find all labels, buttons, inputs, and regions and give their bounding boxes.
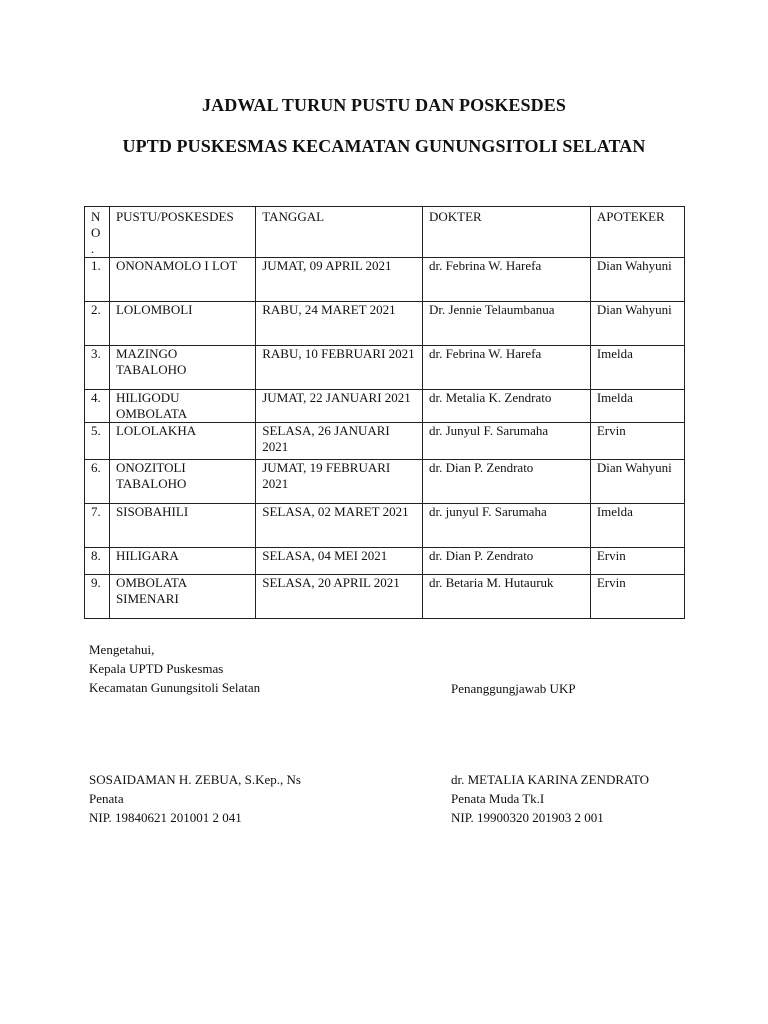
cell-tanggal: RABU, 24 MARET 2021	[256, 302, 423, 346]
cell-apoteker: Ervin	[590, 548, 684, 575]
cell-dokter: dr. Betaria M. Hutauruk	[422, 575, 590, 619]
cell-no: 8.	[85, 548, 110, 575]
cell-dokter: dr. Dian P. Zendrato	[422, 460, 590, 504]
table-row	[85, 548, 685, 575]
cell-apoteker: Imelda	[590, 504, 684, 548]
signature-left-heading	[89, 640, 260, 697]
cell-apoteker: Dian Wahyuni	[590, 460, 684, 504]
cell-apoteker: Imelda	[590, 390, 684, 423]
schedule-table	[84, 206, 685, 619]
acknowledgement-label: Mengetahui,	[89, 642, 155, 657]
cell-tanggal: JUMAT, 22 JANUARI 2021	[256, 390, 423, 423]
cell-pustu: SISOBAHILI	[109, 504, 255, 548]
cell-no: 5.	[85, 423, 110, 460]
left-signatory-nip: NIP. 19840621 201001 2 041	[89, 810, 242, 825]
cell-dokter: dr. Dian P. Zendrato	[422, 548, 590, 575]
cell-apoteker: Ervin	[590, 423, 684, 460]
cell-dokter: dr. Febrina W. Harefa	[422, 258, 590, 302]
cell-pustu: ONOZITOLI TABALOHO	[109, 460, 255, 504]
table-row	[85, 390, 685, 423]
document-title: JADWAL TURUN PUSTU DAN POSKESDES	[202, 95, 566, 115]
cell-pustu: MAZINGO TABALOHO	[109, 346, 255, 390]
right-signatory-rank: Penata Muda Tk.I	[451, 791, 545, 806]
cell-tanggal: RABU, 10 FEBRUARI 2021	[256, 346, 423, 390]
table-row	[85, 346, 685, 390]
cell-dokter: dr. Junyul F. Sarumaha	[422, 423, 590, 460]
cell-pustu: LOLOMBOLI	[109, 302, 255, 346]
left-signatory-name: SOSAIDAMAN H. ZEBUA, S.Kep., Ns	[89, 772, 301, 787]
table-row	[85, 460, 685, 504]
cell-tanggal: SELASA, 26 JANUARI 2021	[256, 423, 423, 460]
header-apoteker: APOTEKER	[590, 207, 684, 258]
left-position-line2: Kecamatan Gunungsitoli Selatan	[89, 680, 261, 695]
header-dokter: DOKTER	[422, 207, 590, 258]
cell-apoteker: Imelda	[590, 346, 684, 390]
cell-tanggal: SELASA, 04 MEI 2021	[256, 548, 423, 575]
cell-dokter: dr. Febrina W. Harefa	[422, 346, 590, 390]
cell-tanggal: SELASA, 20 APRIL 2021	[256, 575, 423, 619]
cell-no: 1.	[85, 258, 110, 302]
cell-apoteker: Dian Wahyuni	[590, 302, 684, 346]
cell-dokter: dr. junyul F. Sarumaha	[422, 504, 590, 548]
cell-pustu: ONONAMOLO I LOT	[109, 258, 255, 302]
cell-no: 7.	[85, 504, 110, 548]
table-row	[85, 423, 685, 460]
signature-right-block	[451, 770, 649, 827]
cell-no: 4.	[85, 390, 110, 423]
cell-apoteker: Dian Wahyuni	[590, 258, 684, 302]
header-tanggal: TANGGAL	[256, 207, 423, 258]
right-signatory-name: dr. METALIA KARINA ZENDRATO	[451, 772, 650, 787]
right-signatory-nip: NIP. 19900320 201903 2 001	[451, 810, 604, 825]
left-position-line1: Kepala UPTD Puskesmas	[89, 661, 224, 676]
right-position: Penanggungjawab UKP	[451, 681, 576, 696]
cell-dokter: dr. Metalia K. Zendrato	[422, 390, 590, 423]
table-header-row	[85, 207, 685, 258]
table-row	[85, 258, 685, 302]
cell-no: 2.	[85, 302, 110, 346]
left-signatory-rank: Penata	[89, 791, 124, 806]
cell-no: 3.	[85, 346, 110, 390]
cell-no: 6.	[85, 460, 110, 504]
table-row	[85, 575, 685, 619]
table-row	[85, 504, 685, 548]
cell-tanggal: SELASA, 02 MARET 2021	[256, 504, 423, 548]
cell-pustu: HILIGODU OMBOLATA	[109, 390, 255, 423]
cell-tanggal: JUMAT, 19 FEBRUARI 2021	[256, 460, 423, 504]
signature-right-heading	[451, 679, 576, 698]
cell-pustu: LOLOLAKHA	[109, 423, 255, 460]
document-subtitle: UPTD PUSKESMAS KECAMATAN GUNUNGSITOLI SELATAN	[122, 136, 646, 156]
cell-pustu: OMBOLATA SIMENARI	[109, 575, 255, 619]
signature-left-block	[89, 770, 301, 827]
cell-dokter: Dr. Jennie Telaumbanua	[422, 302, 590, 346]
header-no: NO .	[85, 207, 110, 258]
table-row	[85, 302, 685, 346]
cell-pustu: HILIGARA	[109, 548, 255, 575]
cell-apoteker: Ervin	[590, 575, 684, 619]
cell-no: 9.	[85, 575, 110, 619]
cell-tanggal: JUMAT, 09 APRIL 2021	[256, 258, 423, 302]
header-pustu: PUSTU/POSKESDES	[109, 207, 255, 258]
